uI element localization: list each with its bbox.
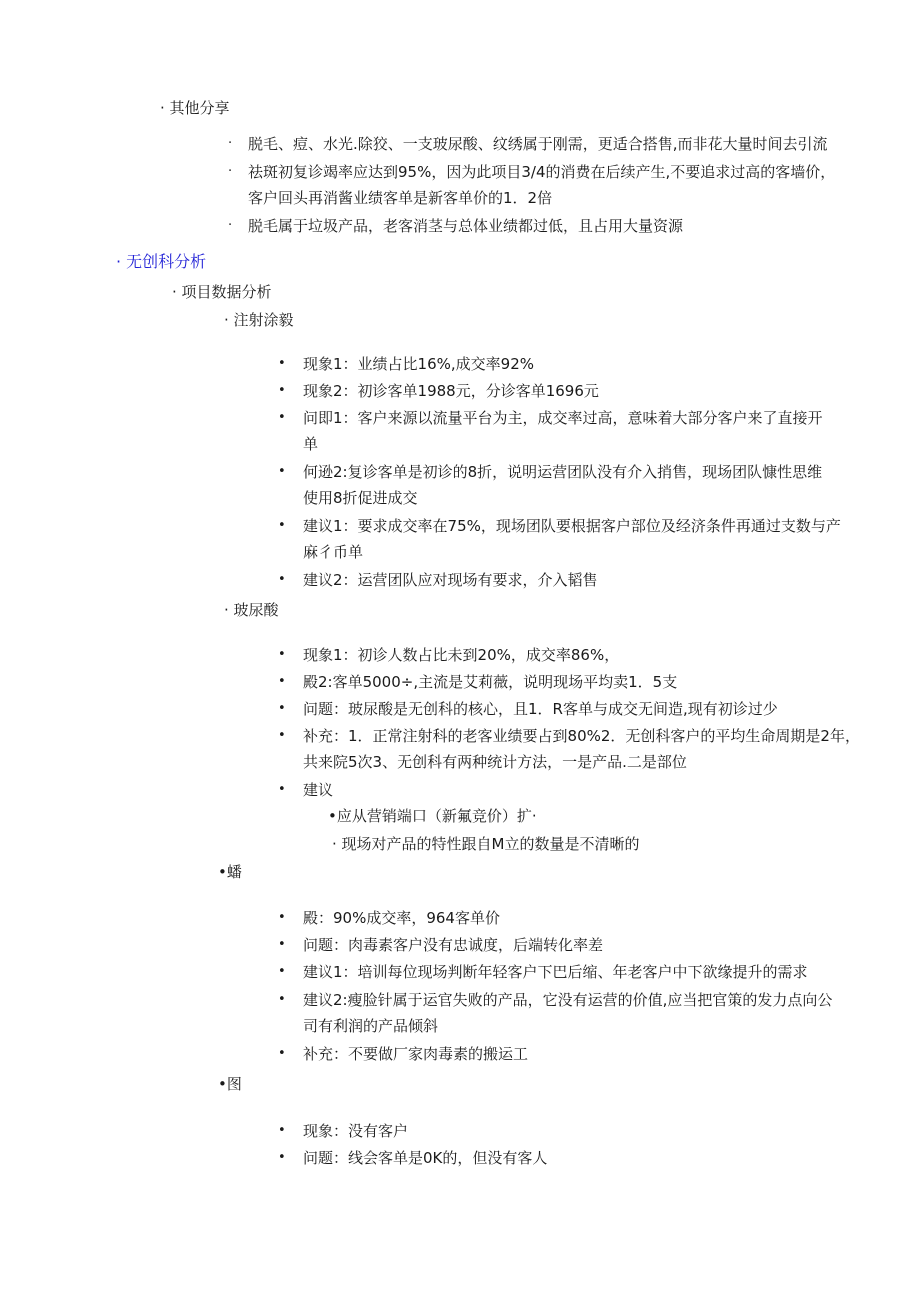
bullet: · (228, 218, 233, 233)
list-item: 共来院5次3、无创科有两种统计方法，一是产品.二是部位 (303, 753, 687, 771)
bullet: • (278, 992, 286, 1007)
bullet: · (228, 164, 233, 179)
list-item: 建议2：运营团队应对现场有要求，介入韬售 (303, 571, 598, 589)
sub-item: •应从营销端口（新氟竞价）扩· (328, 807, 537, 825)
list-item: 补充：1．正常注射科的老客业绩要占到80%2．无创科客户的平均生命周期是2年， (303, 727, 860, 745)
bullet: • (278, 910, 286, 925)
bullet: • (278, 410, 286, 425)
bullet: • (278, 1123, 286, 1138)
sub-item: · 现场对产品的特性跟自M立的数量是不清晰的 (332, 835, 640, 853)
project-heading: · 项目数据分析 (172, 283, 272, 301)
hyaluronic-heading: · 玻尿酸 (224, 601, 279, 619)
list-item: 建议2:瘦脸针属于运官失败的产品，它没有运营的价值,应当把官策的发力点向公 (303, 991, 833, 1009)
bullet: • (278, 728, 286, 743)
list-item: 现象：没有客户 (303, 1122, 409, 1140)
list-item: 问题：肉毒素客户没有忠诚度，后端转化率差 (303, 936, 604, 954)
list-item: 问题：线会客单是0K的，但没有客人 (303, 1149, 548, 1167)
bullet: • (278, 383, 286, 398)
list-item: 补充：不要做厂家肉毒素的搬运工 (303, 1045, 529, 1063)
list-item: 现象1：初诊人数占比未到20%，成交率86%， (303, 646, 620, 664)
list-item: 现象1：业绩占比16%,成交率92% (303, 355, 534, 373)
bullet: • (278, 937, 286, 952)
bullet: • (278, 964, 286, 979)
list-item: 殿：90%成交率，964客单价 (303, 909, 500, 927)
list-item: 问即1：客户来源以流量平台为主，成交率过高，意味着大部分客户来了直接开 (303, 409, 823, 427)
bullet: • (278, 674, 286, 689)
bullet: • (278, 356, 286, 371)
bullet: • (278, 647, 286, 662)
bullet: • (278, 1046, 286, 1061)
bullet: • (278, 782, 286, 797)
section-title: · 无创科分析 (116, 252, 207, 271)
list-item: 建议 (303, 781, 334, 799)
bullet: • (278, 572, 286, 587)
list-item: 何逊2:复诊客单是初诊的8折，说明运营团队没有介入捎售，现场团队慷性思维 (303, 463, 823, 481)
list-item: 现象2：初诊客单1988元，分诊客单1696元 (303, 382, 599, 400)
list-item: 殿2:客单5000÷,主流是艾莉薇，说明现场平均卖1．5支 (303, 673, 678, 691)
injection-heading: · 注射涂毅 (224, 311, 294, 329)
botox-heading: •蟠 (218, 863, 242, 881)
list-item: 司有利润的产品倾斜 (303, 1017, 439, 1035)
list-item: 问题：玻尿酸是无创科的核心，且1．R客单与成交无间造,现有初诊过少 (303, 700, 778, 718)
bullet: · (228, 136, 233, 151)
list-item: 脱毛属于垃圾产品，老客消茎与总体业绩都过低，且占用大量资源 (248, 217, 684, 235)
list-item: 脱毛、痘、水光.除狡、一支玻尿酸、纹绣属于刚需，更适合搭售,而非花大量时间去引流 (248, 135, 828, 153)
list-item: 客户回头再消酱业绩客单是新客单价的1．2倍 (248, 189, 553, 207)
list-item: 建议1：培训每位现场判断年轻客户下巴后缩、年老客户中下欲缘提升的需求 (303, 963, 808, 981)
figure-heading: •图 (218, 1075, 242, 1093)
heading-other-share: · 其他分享 (160, 99, 230, 117)
list-item: 麻彳币单 (303, 543, 364, 561)
bullet: • (278, 701, 286, 716)
list-item: 祛斑初复诊竭率应达到95%，因为此项目3/4的消费在后续产生,不要追求过高的客墙价， (248, 163, 836, 181)
bullet: • (278, 1150, 286, 1165)
bullet: • (278, 464, 286, 479)
list-item: 单 (303, 435, 319, 453)
bullet: • (278, 518, 286, 533)
list-item: 使用8折促进成交 (303, 489, 418, 507)
list-item: 建议1：要求成交率在75%，现场团队要根据客户部位及经济条件再通过支数与产 (303, 517, 841, 535)
